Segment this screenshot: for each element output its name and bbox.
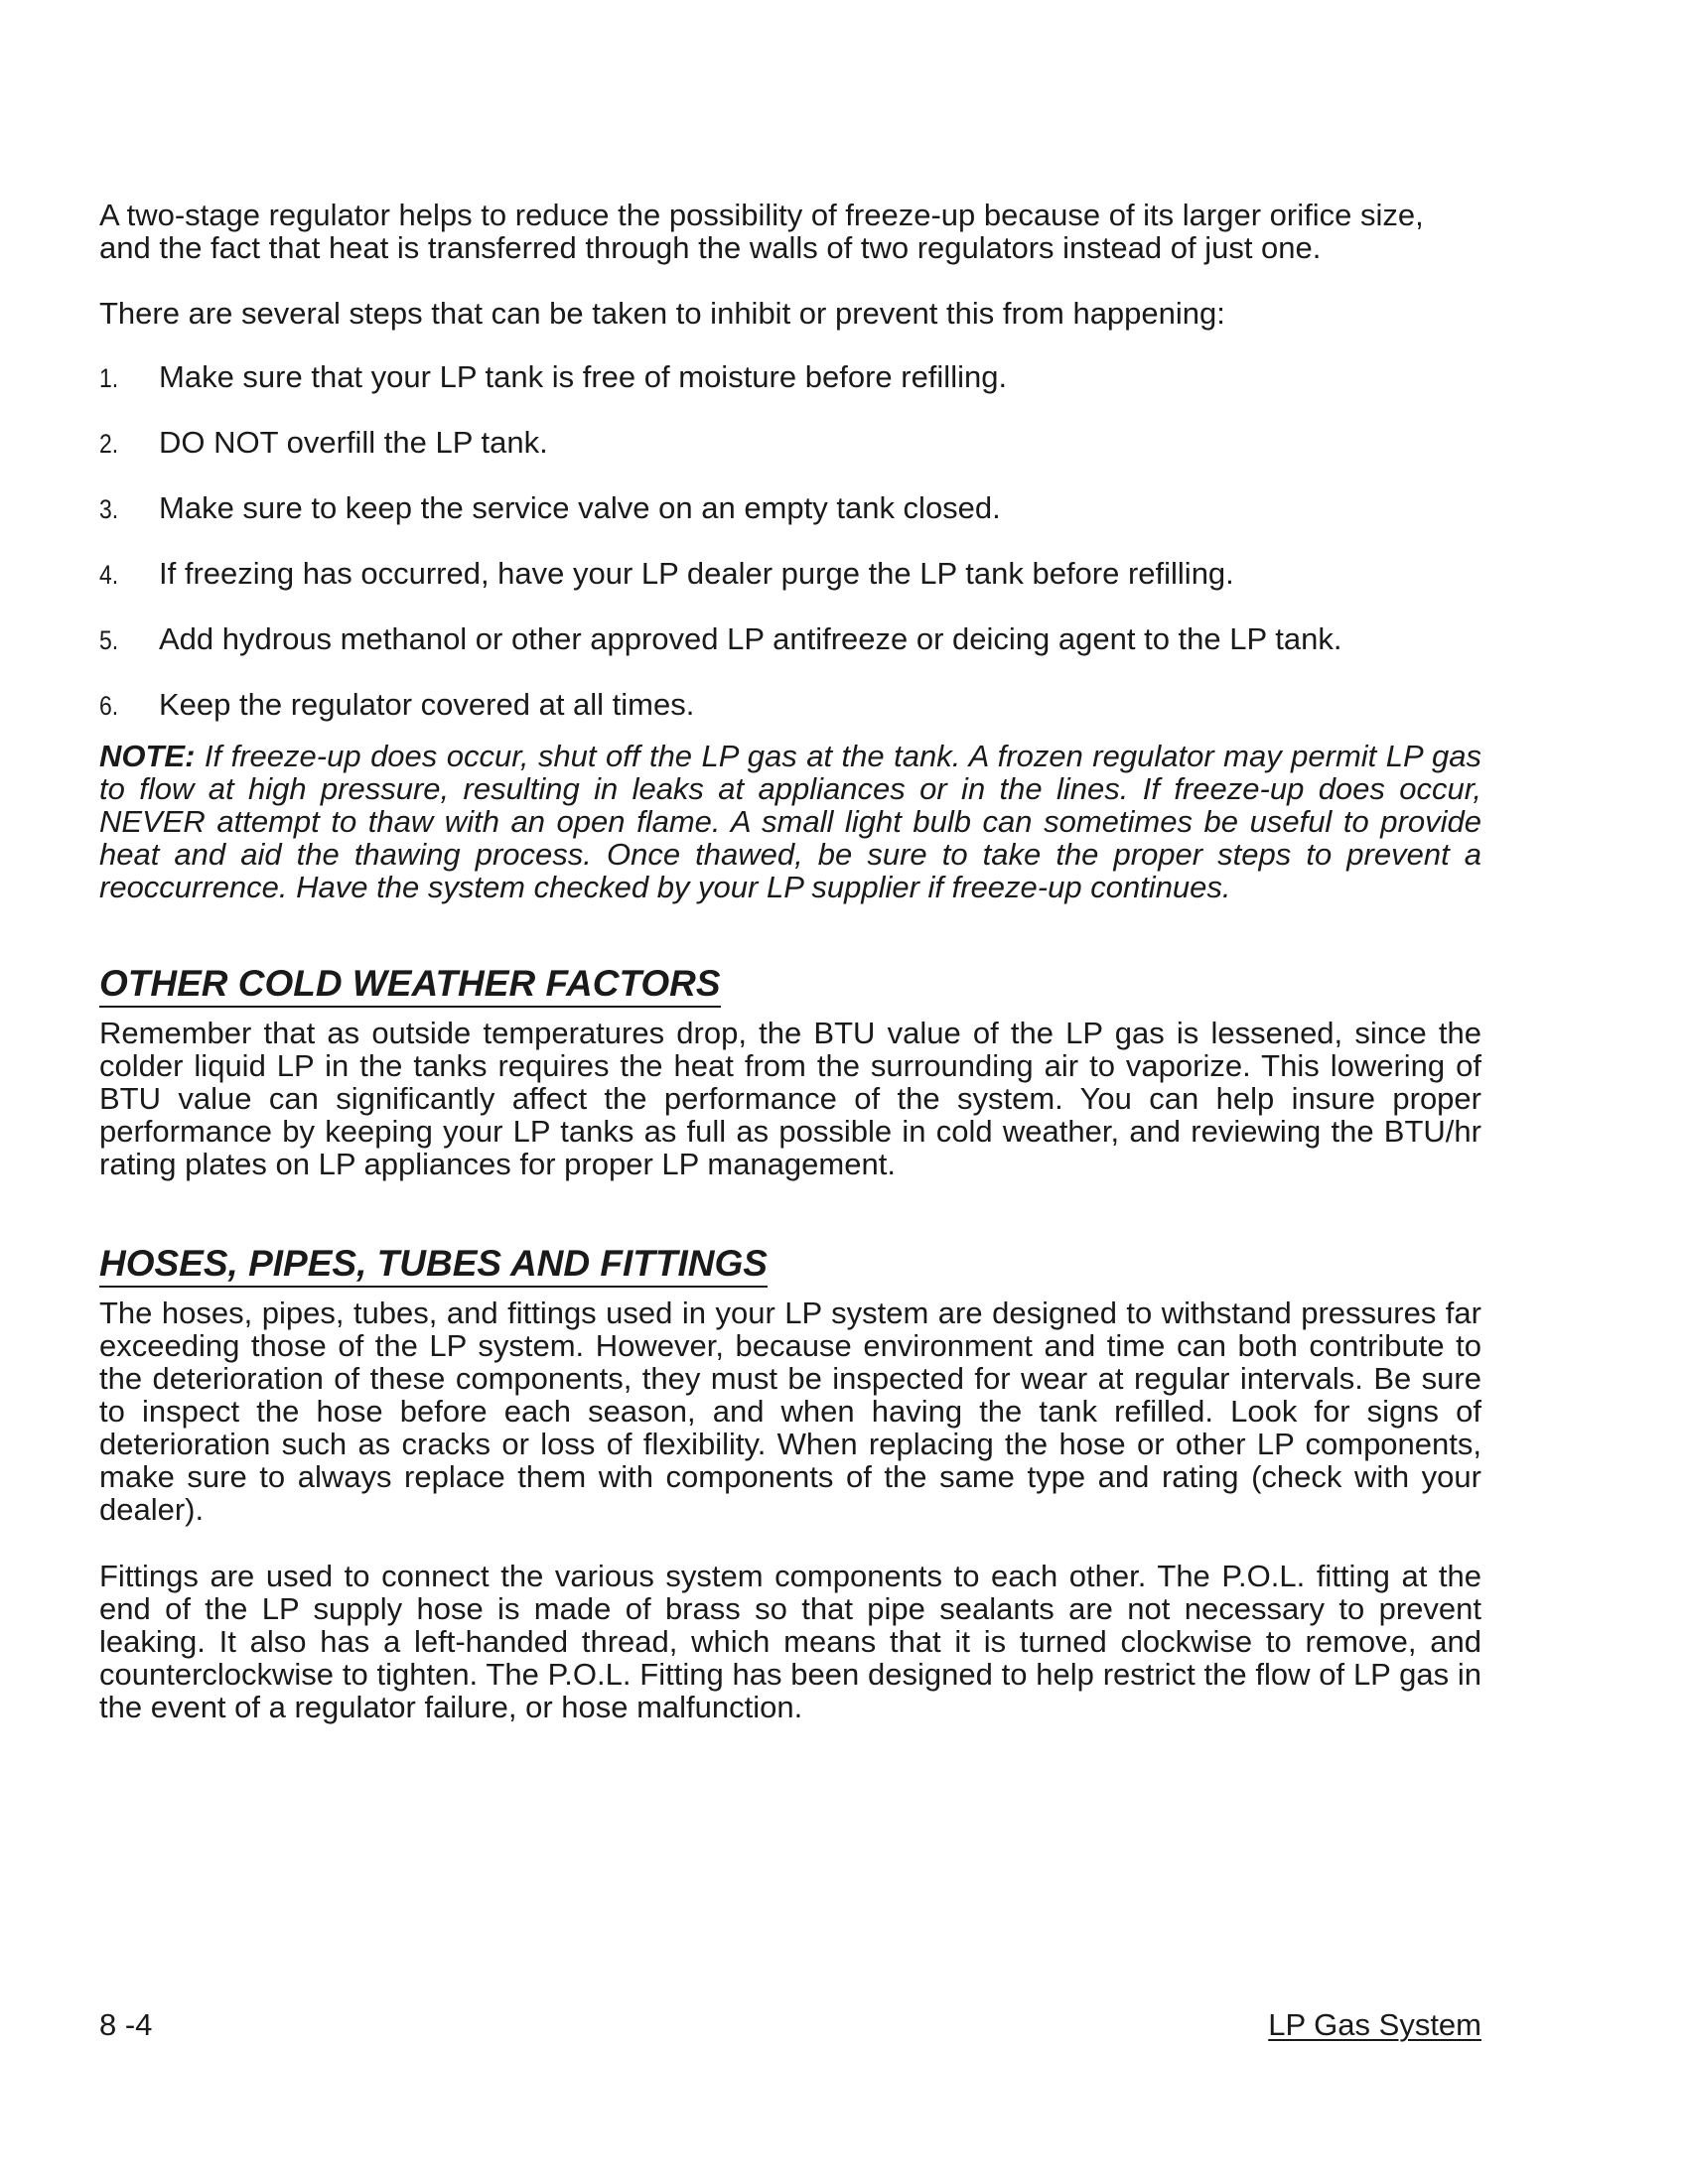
list-item — [99, 426, 1481, 459]
cold-weather-section-head — [99, 963, 1481, 1008]
page-body — [99, 199, 1481, 1723]
intro-paragraph: A two-stage regulator helps to reduce the possibility of freeze-up because of its larger orifice size, and the fact that heat is transferred through the walls of two regulators instead of just one. — [99, 198, 1424, 265]
footer-section-name: LP Gas System — [1268, 2007, 1481, 2042]
steps-lead: There are several steps that can be taken to inhibit or prevent this from happening: — [99, 296, 1225, 331]
step-text: DO NOT overfill the LP tank. — [159, 425, 548, 460]
note-text: If freeze-up does occur, shut off the LP gas at the tank. A frozen regulator may permit LP gas to flow at high pressure, resulting in leaks at appliances or in the lines. If freeze-up does occur, NEVER attempt to thaw with an open flame. A small light bulb can sometimes be useful to provide heat and aid the thawing process. Once thawed, be sure to take the proper steps to prevent a reoccurrence. Have the system checked by your LP supplier if freeze-up continues. — [99, 739, 1481, 904]
page-footer — [99, 2008, 1481, 2041]
steps-list — [99, 360, 1481, 721]
hoses-paragraph: The hoses, pipes, tubes, and fittings used in your LP system are designed to withstand pressures far exceeding those of the LP system. However, because environment and time can both contribute to the deterioration of these components, they must be inspected for wear at regular intervals. Be sure to inspect the hose before each season, and when having the tank refilled. Look for signs of deterioration such as cracks or loss of flexibility. When replacing the hose or other LP components, make sure to always replace them with components of the same type and rating (check with your dealer). — [99, 1296, 1481, 1527]
cold-weather-heading: OTHER COLD WEATHER FACTORS — [99, 963, 721, 1008]
list-item — [99, 491, 1481, 524]
step-number: 3. — [99, 494, 119, 524]
note-label: NOTE: — [99, 739, 196, 773]
step-number: 5. — [99, 625, 119, 655]
step-number: 4. — [99, 560, 119, 590]
fittings-paragraph: Fittings are used to connect the various system components to each other. The P.O.L. fitting at the end of the LP supply hose is made of brass so that pipe sealants are not necessary to prevent leaking. It also has a left-handed thread, which means that it is turned clockwise to remove, and counterclockwise to tighten. The P.O.L. Fitting has been designed to help restrict the flow of LP gas in the event of a regulator failure, or hose malfunction. — [99, 1559, 1481, 1724]
list-item — [99, 557, 1481, 590]
list-item — [99, 360, 1481, 393]
step-number: 6. — [99, 691, 119, 721]
note-paragraph — [99, 740, 1481, 903]
step-text: Add hydrous methanol or other approved LP antifreeze or deicing agent to the LP tank. — [159, 621, 1342, 656]
step-number: 2. — [99, 429, 119, 459]
hoses-heading: HOSES, PIPES, TUBES AND FITTINGS — [99, 1243, 768, 1288]
step-text: Make sure to keep the service valve on an empty tank closed. — [159, 490, 1001, 525]
step-text: Keep the regulator covered at all times. — [159, 687, 695, 722]
step-text: If freezing has occurred, have your LP dealer purge the LP tank before refilling. — [159, 556, 1234, 591]
page-number: 8 -4 — [99, 2007, 153, 2042]
step-text: Make sure that your LP tank is free of moisture before refilling. — [159, 359, 1008, 394]
cold-weather-paragraph: Remember that as outside temperatures drop, the BTU value of the LP gas is lessened, since the colder liquid LP in the tanks requires the heat from the surrounding air to vaporize. This lowering of BTU value can significantly affect the performance of the system. You can help insure proper performance by keeping your LP tanks as full as possible in cold weather, and reviewing the BTU/hr rating plates on LP appliances for proper LP management. — [99, 1016, 1481, 1181]
step-number: 1. — [99, 363, 119, 393]
list-item — [99, 622, 1481, 655]
hoses-section-head — [99, 1243, 1481, 1288]
list-item — [99, 688, 1481, 721]
